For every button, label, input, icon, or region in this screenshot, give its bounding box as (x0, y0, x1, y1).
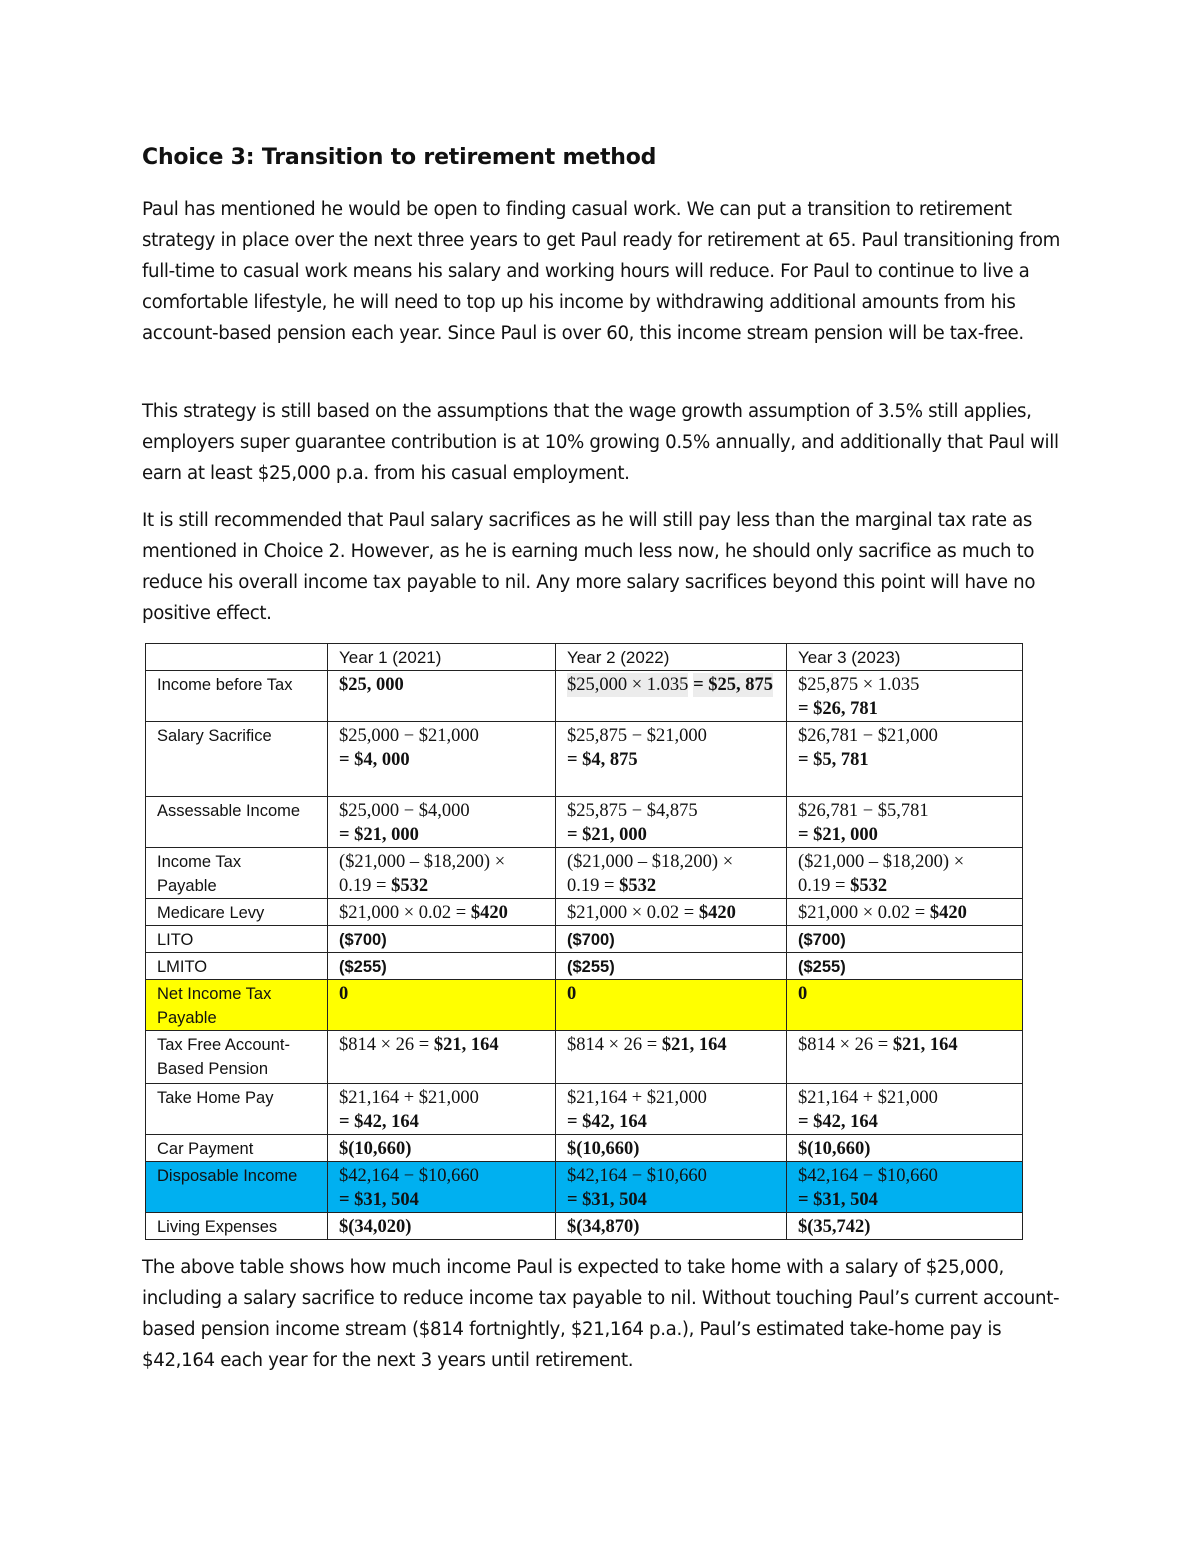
label-line: Payable (157, 1009, 217, 1027)
table-row (146, 1135, 1023, 1162)
table-row (146, 797, 1023, 848)
cell-disposable-y2 (556, 1162, 787, 1213)
calc-text: 0.19 = (567, 876, 620, 896)
result-line: = $31, 504 (567, 1190, 647, 1210)
cell-lito-y1: ($700) (328, 926, 556, 953)
calc-text: 0.19 = (798, 876, 851, 896)
calc-line: ($21,000 – $18,200) × (798, 852, 965, 872)
cell-net-tax-y1: 0 (328, 980, 556, 1031)
calc-line: $26,781 − $5,781 (798, 801, 929, 821)
table-row (146, 1084, 1023, 1135)
cell-assessable-y3 (787, 797, 1023, 848)
pension-result: $21, 164 (892, 1035, 958, 1055)
income-table (145, 643, 1023, 1240)
calc-text: $814 × 26 = (339, 1035, 434, 1055)
cell-net-tax-y2: 0 (556, 980, 787, 1031)
result-line: = $42, 164 (339, 1112, 419, 1132)
result-line: = $42, 164 (798, 1112, 878, 1132)
label-line: Tax Free Account- (157, 1036, 290, 1054)
cell-net-tax-y3: 0 (787, 980, 1023, 1031)
cell-lmito-y1: ($255) (328, 953, 556, 980)
row-label-net-income-tax (146, 980, 328, 1031)
table-row (146, 1213, 1023, 1240)
table-row (146, 722, 1023, 797)
tax-result: $532 (850, 876, 888, 896)
label-line: Payable (157, 877, 217, 895)
label-line: Based Pension (157, 1060, 268, 1078)
calc-line: $25,000 × 1.035 (567, 675, 689, 695)
calc-line: $21,164 + $21,000 (567, 1088, 707, 1108)
calc-line: $25,000 − $4,000 (339, 801, 470, 821)
cell-lmito-y3: ($255) (787, 953, 1023, 980)
pension-result: $21, 164 (661, 1035, 727, 1055)
calc-text: $814 × 26 = (567, 1035, 662, 1055)
row-label-assessable-income: Assessable Income (146, 797, 328, 848)
calc-line: $42,164 − $10,660 (798, 1166, 938, 1186)
cell-car-y1: $(10,660) (328, 1135, 556, 1162)
cell-pension-y3 (787, 1031, 1023, 1084)
cell-tax-y3 (787, 848, 1023, 899)
table-row-disposable-income (146, 1162, 1023, 1213)
calc-text: $21,000 × 0.02 = (798, 903, 930, 923)
cell-income-y2 (556, 671, 787, 722)
cell-lito-y3: ($700) (787, 926, 1023, 953)
cell-living-y1: $(34,020) (328, 1213, 556, 1240)
row-label-lmito: LMITO (146, 953, 328, 980)
calc-line: $25,875 − $21,000 (567, 726, 707, 746)
cell-pension-y1 (328, 1031, 556, 1084)
paragraph-summary: The above table shows how much income Paul is expected to take home with a salary of $25,000, including a salary sacrifice to reduce income tax payable to nil. Without touching Paul’s current account-based pension income stream ($814 fortnightly, $21,164 p.a.), Paul’s estimated take-home pay is $42,164 each year for the next 3 years until retirement. (142, 1257, 1060, 1371)
table-row (146, 899, 1023, 926)
table-row (146, 848, 1023, 899)
calc-line: $25,000 − $21,000 (339, 726, 479, 746)
table-header-row (146, 644, 1023, 671)
table-row (146, 671, 1023, 722)
table-header-year1: Year 1 (2021) (328, 644, 556, 671)
cell-assessable-y2 (556, 797, 787, 848)
cell-assessable-y1 (328, 797, 556, 848)
cell-living-y2: $(34,870) (556, 1213, 787, 1240)
calc-line: ($21,000 – $18,200) × (339, 852, 506, 872)
cell-income-y3 (787, 671, 1023, 722)
result-line: = $4, 875 (567, 750, 638, 770)
row-label-salary-sacrifice: Salary Sacrifice (146, 722, 328, 797)
cell-take-home-y1 (328, 1084, 556, 1135)
cell-medicare-y1 (328, 899, 556, 926)
paragraph-recommendation: It is still recommended that Paul salary sacrifices as he will still pay less than the marginal tax rate as mentioned in Choice 2. However, as he is earning much less now, he should only sacrifice as much to reduce his overall income tax payable to nil. Any more salary sacrifices beyond this point will have no positive effect. (142, 510, 1036, 624)
row-label-disposable-income: Disposable Income (146, 1162, 328, 1213)
table-row (146, 953, 1023, 980)
result-line: = $21, 000 (339, 825, 419, 845)
cell-disposable-y1 (328, 1162, 556, 1213)
table-row-net-tax (146, 980, 1023, 1031)
result-line: = $5, 781 (798, 750, 869, 770)
calc-text: $21,000 × 0.02 = (339, 903, 471, 923)
result-line: = $21, 000 (798, 825, 878, 845)
result-line: = $31, 504 (339, 1190, 419, 1210)
row-label-car-payment: Car Payment (146, 1135, 328, 1162)
row-label-pension (146, 1031, 328, 1084)
result-line: = $4, 000 (339, 750, 410, 770)
result-line: = $26, 781 (798, 699, 878, 719)
calc-line: ($21,000 – $18,200) × (567, 852, 734, 872)
cell-car-y2: $(10,660) (556, 1135, 787, 1162)
cell-car-y3: $(10,660) (787, 1135, 1023, 1162)
result-line: = $42, 164 (567, 1112, 647, 1132)
table-header-year3: Year 3 (2023) (787, 644, 1023, 671)
row-label-income-before-tax: Income before Tax (146, 671, 328, 722)
calc-line: $26,781 − $21,000 (798, 726, 938, 746)
calc-text: $21,000 × 0.02 = (567, 903, 699, 923)
table-header-year2: Year 2 (2022) (556, 644, 787, 671)
tax-result: $532 (391, 876, 429, 896)
medicare-result: $420 (698, 903, 736, 923)
label-line: Income Tax (157, 853, 242, 871)
cell-sacrifice-y3 (787, 722, 1023, 797)
table-row (146, 926, 1023, 953)
calc-line: $21,164 + $21,000 (339, 1088, 479, 1108)
label-line: Net Income Tax (157, 985, 272, 1003)
cell-sacrifice-y1 (328, 722, 556, 797)
cell-tax-y1 (328, 848, 556, 899)
calc-line: $25,875 × 1.035 (798, 675, 920, 695)
cell-tax-y2 (556, 848, 787, 899)
result-line: = $21, 000 (567, 825, 647, 845)
row-label-medicare-levy: Medicare Levy (146, 899, 328, 926)
cell-pension-y2 (556, 1031, 787, 1084)
medicare-result: $420 (470, 903, 508, 923)
calc-text: $814 × 26 = (798, 1035, 893, 1055)
section-heading: Choice 3: Transition to retirement method (142, 145, 657, 170)
calc-text: 0.19 = (339, 876, 392, 896)
cell-living-y3: $(35,742) (787, 1213, 1023, 1240)
table-header-empty (146, 644, 328, 671)
cell-take-home-y3 (787, 1084, 1023, 1135)
calc-line: $42,164 − $10,660 (567, 1166, 707, 1186)
row-label-lito: LITO (146, 926, 328, 953)
cell-lito-y2: ($700) (556, 926, 787, 953)
result-line: = $31, 504 (798, 1190, 878, 1210)
cell-disposable-y3 (787, 1162, 1023, 1213)
tax-result: $532 (619, 876, 657, 896)
cell-medicare-y3 (787, 899, 1023, 926)
cell-medicare-y2 (556, 899, 787, 926)
cell-sacrifice-y2 (556, 722, 787, 797)
table-row (146, 1031, 1023, 1084)
pension-result: $21, 164 (433, 1035, 499, 1055)
calc-line: $25,875 − $4,875 (567, 801, 698, 821)
paragraph-assumptions: This strategy is still based on the assumptions that the wage growth assumption of 3.5% still applies, employers super guarantee contribution is at 10% growing 0.5% annually, and additionally that Paul will earn at least $25,000 p.a. from his casual employment. (142, 401, 1059, 484)
medicare-result: $420 (929, 903, 967, 923)
cell-take-home-y2 (556, 1084, 787, 1135)
result-line: = $25, 875 (693, 675, 773, 695)
row-label-income-tax-payable (146, 848, 328, 899)
cell-lmito-y2: ($255) (556, 953, 787, 980)
row-label-take-home-pay: Take Home Pay (146, 1084, 328, 1135)
paragraph-intro: Paul has mentioned he would be open to finding casual work. We can put a transition to retirement strategy in place over the next three years to get Paul ready for retirement at 65. Paul transitioning from full-time to casual work means his salary and working hours will reduce. For Paul to continue to live a comfortable lifestyle, he will need to top up his income by withdrawing additional amounts from his account-based pension each year. Since Paul is over 60, this income stream pension will be tax-free. (142, 199, 1061, 344)
cell-income-y1: $25, 000 (328, 671, 556, 722)
calc-line: $42,164 − $10,660 (339, 1166, 479, 1186)
row-label-living-expenses: Living Expenses (146, 1213, 328, 1240)
calc-line: $21,164 + $21,000 (798, 1088, 938, 1108)
